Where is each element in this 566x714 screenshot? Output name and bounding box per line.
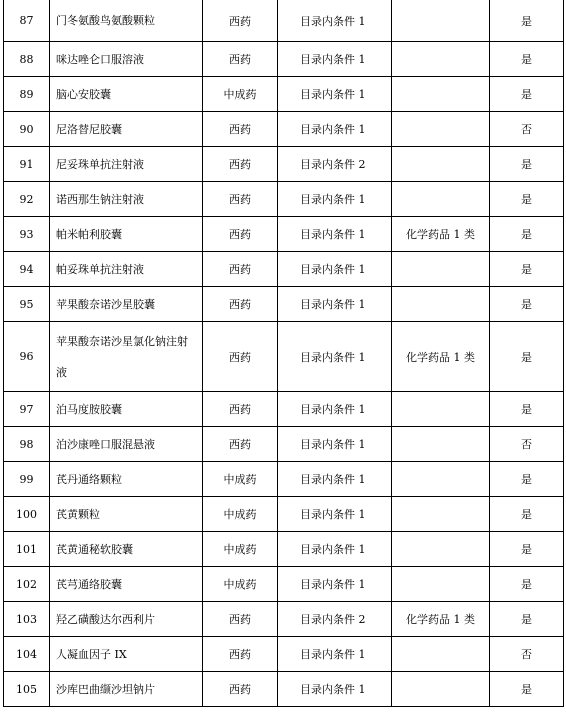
drug-name-cell xyxy=(50,427,203,462)
drug-class-cell xyxy=(392,497,490,532)
row-number-cell: 96 xyxy=(4,322,50,392)
table-row xyxy=(4,672,564,707)
flag-cell: 否 xyxy=(490,427,564,462)
drug-class-cell xyxy=(392,42,490,77)
flag-cell: 是 xyxy=(490,77,564,112)
table-row xyxy=(4,462,564,497)
condition-cell: 目录内条件 1 xyxy=(278,252,392,287)
row-number-cell: 89 xyxy=(4,77,50,112)
row-number-cell: 100 xyxy=(4,497,50,532)
drug-class-cell xyxy=(392,462,490,497)
drug-name-cell xyxy=(50,42,203,77)
condition-cell: 目录内条件 1 xyxy=(278,672,392,707)
drug-name-text: 芪芎通络胶囊 xyxy=(56,577,122,591)
table-row xyxy=(4,0,564,42)
drug-type-cell: 西药 xyxy=(203,427,278,462)
drug-name-cell xyxy=(50,77,203,112)
drug-class-cell xyxy=(392,672,490,707)
drug-name-text: 人凝血因子 IX xyxy=(56,647,127,661)
drug-type-cell: 中成药 xyxy=(203,532,278,567)
condition-cell: 目录内条件 1 xyxy=(278,182,392,217)
row-number-cell: 105 xyxy=(4,672,50,707)
drug-class-cell xyxy=(392,147,490,182)
table-row xyxy=(4,427,564,462)
drug-name-cell xyxy=(50,532,203,567)
row-number-cell: 98 xyxy=(4,427,50,462)
drug-name-text: 诺西那生钠注射液 xyxy=(56,192,144,206)
flag-cell: 是 xyxy=(490,532,564,567)
row-number-cell: 102 xyxy=(4,567,50,602)
flag-cell: 是 xyxy=(490,602,564,637)
drug-name-text: 苹果酸奈诺沙星胶囊 xyxy=(56,297,155,311)
table-row xyxy=(4,182,564,217)
row-number-cell: 91 xyxy=(4,147,50,182)
drug-list-table xyxy=(3,0,564,707)
drug-class-cell xyxy=(392,532,490,567)
condition-cell: 目录内条件 1 xyxy=(278,427,392,462)
table-row xyxy=(4,252,564,287)
drug-class-cell xyxy=(392,567,490,602)
row-number-cell: 95 xyxy=(4,287,50,322)
drug-name-cell xyxy=(50,182,203,217)
drug-name-text: 尼洛替尼胶囊 xyxy=(56,122,122,136)
drug-name-cell xyxy=(50,0,203,42)
condition-cell: 目录内条件 1 xyxy=(278,42,392,77)
table-row xyxy=(4,497,564,532)
table-body xyxy=(4,0,564,707)
flag-cell: 是 xyxy=(490,182,564,217)
flag-cell: 否 xyxy=(490,112,564,147)
table-row xyxy=(4,147,564,182)
drug-name-text: 芪黄通秘软胶囊 xyxy=(56,542,133,556)
drug-name-text: 咪达唑仑口服溶液 xyxy=(56,52,144,66)
drug-name-cell xyxy=(50,567,203,602)
drug-name-text: 泊马度胺胶囊 xyxy=(56,402,122,416)
drug-name-text: 羟乙磺酸达尔西利片 xyxy=(56,612,155,626)
drug-type-cell: 西药 xyxy=(203,0,278,42)
flag-cell: 否 xyxy=(490,637,564,672)
drug-name-text: 苹果酸奈诺沙星氯化钠注射液 xyxy=(56,334,188,379)
table-row xyxy=(4,322,564,392)
drug-type-cell: 西药 xyxy=(203,42,278,77)
drug-type-cell: 中成药 xyxy=(203,567,278,602)
drug-name-cell xyxy=(50,287,203,322)
drug-name-text: 尼妥珠单抗注射液 xyxy=(56,157,144,171)
condition-cell: 目录内条件 1 xyxy=(278,497,392,532)
table-row xyxy=(4,77,564,112)
flag-cell: 是 xyxy=(490,252,564,287)
drug-class-cell xyxy=(392,0,490,42)
row-number-cell: 90 xyxy=(4,112,50,147)
drug-name-text: 门冬氨酸鸟氨酸颗粒 xyxy=(56,14,155,27)
drug-name-text: 芪丹通络颗粒 xyxy=(56,472,122,486)
drug-type-cell: 西药 xyxy=(203,322,278,392)
drug-type-cell: 西药 xyxy=(203,602,278,637)
table-row xyxy=(4,637,564,672)
row-number-cell: 87 xyxy=(4,0,50,42)
flag-cell: 是 xyxy=(490,322,564,392)
drug-class-cell: 化学药品 1 类 xyxy=(392,322,490,392)
drug-type-cell: 西药 xyxy=(203,217,278,252)
drug-name-text: 沙库巴曲缬沙坦钠片 xyxy=(56,682,155,696)
table-row xyxy=(4,112,564,147)
condition-cell: 目录内条件 1 xyxy=(278,0,392,42)
table-row xyxy=(4,567,564,602)
drug-name-cell xyxy=(50,462,203,497)
drug-type-cell: 西药 xyxy=(203,287,278,322)
drug-name-cell xyxy=(50,637,203,672)
condition-cell: 目录内条件 1 xyxy=(278,287,392,322)
drug-class-cell xyxy=(392,392,490,427)
flag-cell: 是 xyxy=(490,0,564,42)
condition-cell: 目录内条件 1 xyxy=(278,532,392,567)
flag-cell: 是 xyxy=(490,217,564,252)
drug-name-cell xyxy=(50,672,203,707)
row-number-cell: 92 xyxy=(4,182,50,217)
flag-cell: 是 xyxy=(490,462,564,497)
drug-class-cell xyxy=(392,252,490,287)
drug-name-text: 芪黄颗粒 xyxy=(56,507,100,521)
flag-cell: 是 xyxy=(490,497,564,532)
drug-class-cell xyxy=(392,427,490,462)
condition-cell: 目录内条件 1 xyxy=(278,462,392,497)
condition-cell: 目录内条件 1 xyxy=(278,637,392,672)
drug-type-cell: 中成药 xyxy=(203,462,278,497)
drug-name-text: 脑心安胶囊 xyxy=(56,87,111,101)
drug-name-cell xyxy=(50,322,203,392)
table-row xyxy=(4,532,564,567)
condition-cell: 目录内条件 1 xyxy=(278,392,392,427)
condition-cell: 目录内条件 1 xyxy=(278,77,392,112)
drug-name-cell xyxy=(50,392,203,427)
drug-class-cell xyxy=(392,287,490,322)
row-number-cell: 97 xyxy=(4,392,50,427)
table-row xyxy=(4,287,564,322)
drug-name-text: 泊沙康唑口服混悬液 xyxy=(56,437,155,451)
drug-name-text: 帕妥珠单抗注射液 xyxy=(56,262,144,276)
row-number-cell: 101 xyxy=(4,532,50,567)
drug-name-cell xyxy=(50,217,203,252)
row-number-cell: 93 xyxy=(4,217,50,252)
condition-cell: 目录内条件 1 xyxy=(278,567,392,602)
row-number-cell: 104 xyxy=(4,637,50,672)
drug-type-cell: 西药 xyxy=(203,147,278,182)
drug-name-text: 帕米帕利胶囊 xyxy=(56,227,122,241)
drug-type-cell: 中成药 xyxy=(203,497,278,532)
drug-type-cell: 西药 xyxy=(203,637,278,672)
drug-name-cell xyxy=(50,252,203,287)
flag-cell: 是 xyxy=(490,42,564,77)
row-number-cell: 103 xyxy=(4,602,50,637)
condition-cell: 目录内条件 1 xyxy=(278,322,392,392)
table-row xyxy=(4,392,564,427)
drug-type-cell: 西药 xyxy=(203,392,278,427)
drug-class-cell: 化学药品 1 类 xyxy=(392,217,490,252)
condition-cell: 目录内条件 2 xyxy=(278,147,392,182)
condition-cell: 目录内条件 1 xyxy=(278,112,392,147)
flag-cell: 是 xyxy=(490,147,564,182)
drug-class-cell: 化学药品 1 类 xyxy=(392,602,490,637)
drug-name-cell xyxy=(50,602,203,637)
drug-class-cell xyxy=(392,112,490,147)
flag-cell: 是 xyxy=(490,567,564,602)
condition-cell: 目录内条件 1 xyxy=(278,217,392,252)
row-number-cell: 94 xyxy=(4,252,50,287)
drug-name-cell xyxy=(50,147,203,182)
drug-type-cell: 西药 xyxy=(203,112,278,147)
flag-cell: 是 xyxy=(490,287,564,322)
drug-class-cell xyxy=(392,637,490,672)
table-row xyxy=(4,217,564,252)
drug-name-cell xyxy=(50,497,203,532)
row-number-cell: 88 xyxy=(4,42,50,77)
drug-class-cell xyxy=(392,77,490,112)
drug-type-cell: 西药 xyxy=(203,182,278,217)
drug-type-cell: 西药 xyxy=(203,252,278,287)
table-row xyxy=(4,42,564,77)
condition-cell: 目录内条件 2 xyxy=(278,602,392,637)
drug-type-cell: 中成药 xyxy=(203,77,278,112)
flag-cell: 是 xyxy=(490,672,564,707)
drug-class-cell xyxy=(392,182,490,217)
drug-type-cell: 西药 xyxy=(203,672,278,707)
flag-cell: 是 xyxy=(490,392,564,427)
table-row xyxy=(4,602,564,637)
drug-name-cell xyxy=(50,112,203,147)
row-number-cell: 99 xyxy=(4,462,50,497)
